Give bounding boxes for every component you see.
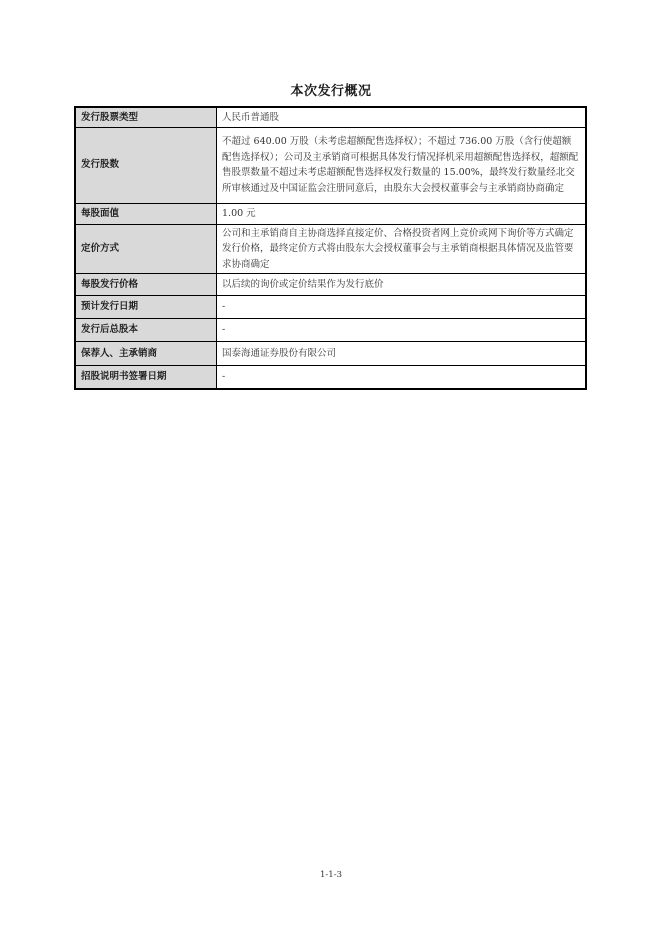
- row-label: 每股面值: [75, 203, 217, 224]
- table-row: [75, 296, 586, 319]
- row-value: 公司和主承销商自主协商选择直接定价、合格投资者网上竞价或网下询价等方式确定发行价格，最终定价方式将由股东大会授权董事会与主承销商根据具体情况及监管要求协商确定: [217, 224, 587, 274]
- table-row: [75, 107, 586, 127]
- row-value: -: [217, 319, 587, 342]
- table-row: [75, 127, 586, 203]
- row-label: 招股说明书签署日期: [75, 366, 217, 389]
- row-value: -: [217, 296, 587, 319]
- row-value: -: [217, 366, 587, 389]
- table-row: [75, 224, 586, 274]
- row-value: 人民币普通股: [217, 107, 587, 127]
- row-value: 以后续的询价或定价结果作为发行底价: [217, 274, 587, 296]
- row-value: 1.00 元: [217, 203, 587, 224]
- table-row: [75, 342, 586, 366]
- table-row: [75, 366, 586, 389]
- row-label: 预计发行日期: [75, 296, 217, 319]
- table-row: [75, 274, 586, 296]
- page-title: 本次发行概况: [290, 84, 372, 99]
- page-number: 1-1-3: [320, 870, 342, 880]
- row-label: 定价方式: [75, 224, 217, 274]
- row-label: 发行后总股本: [75, 319, 217, 342]
- row-label: 发行股数: [75, 127, 217, 203]
- row-value: 国泰海通证券股份有限公司: [217, 342, 587, 366]
- offering-overview-table: [74, 106, 587, 390]
- row-label: 发行股票类型: [75, 107, 217, 127]
- row-label: 保荐人、主承销商: [75, 342, 217, 366]
- table-row: [75, 319, 586, 342]
- table-row: [75, 203, 586, 224]
- row-value: 不超过 640.00 万股（未考虑超额配售选择权）；不超过 736.00 万股（含行使超额配售选择权）；公司及主承销商可根据具体发行情况择机采用超额配售选择权，超额配售股票数量不超过未考虑超额配售选择权发行数量的 15.00%，最终发行数量经北交所审核通过及中国证监会注册同意后，由股东大会授权董事会与主承销商协商确定: [217, 127, 587, 203]
- row-label: 每股发行价格: [75, 274, 217, 296]
